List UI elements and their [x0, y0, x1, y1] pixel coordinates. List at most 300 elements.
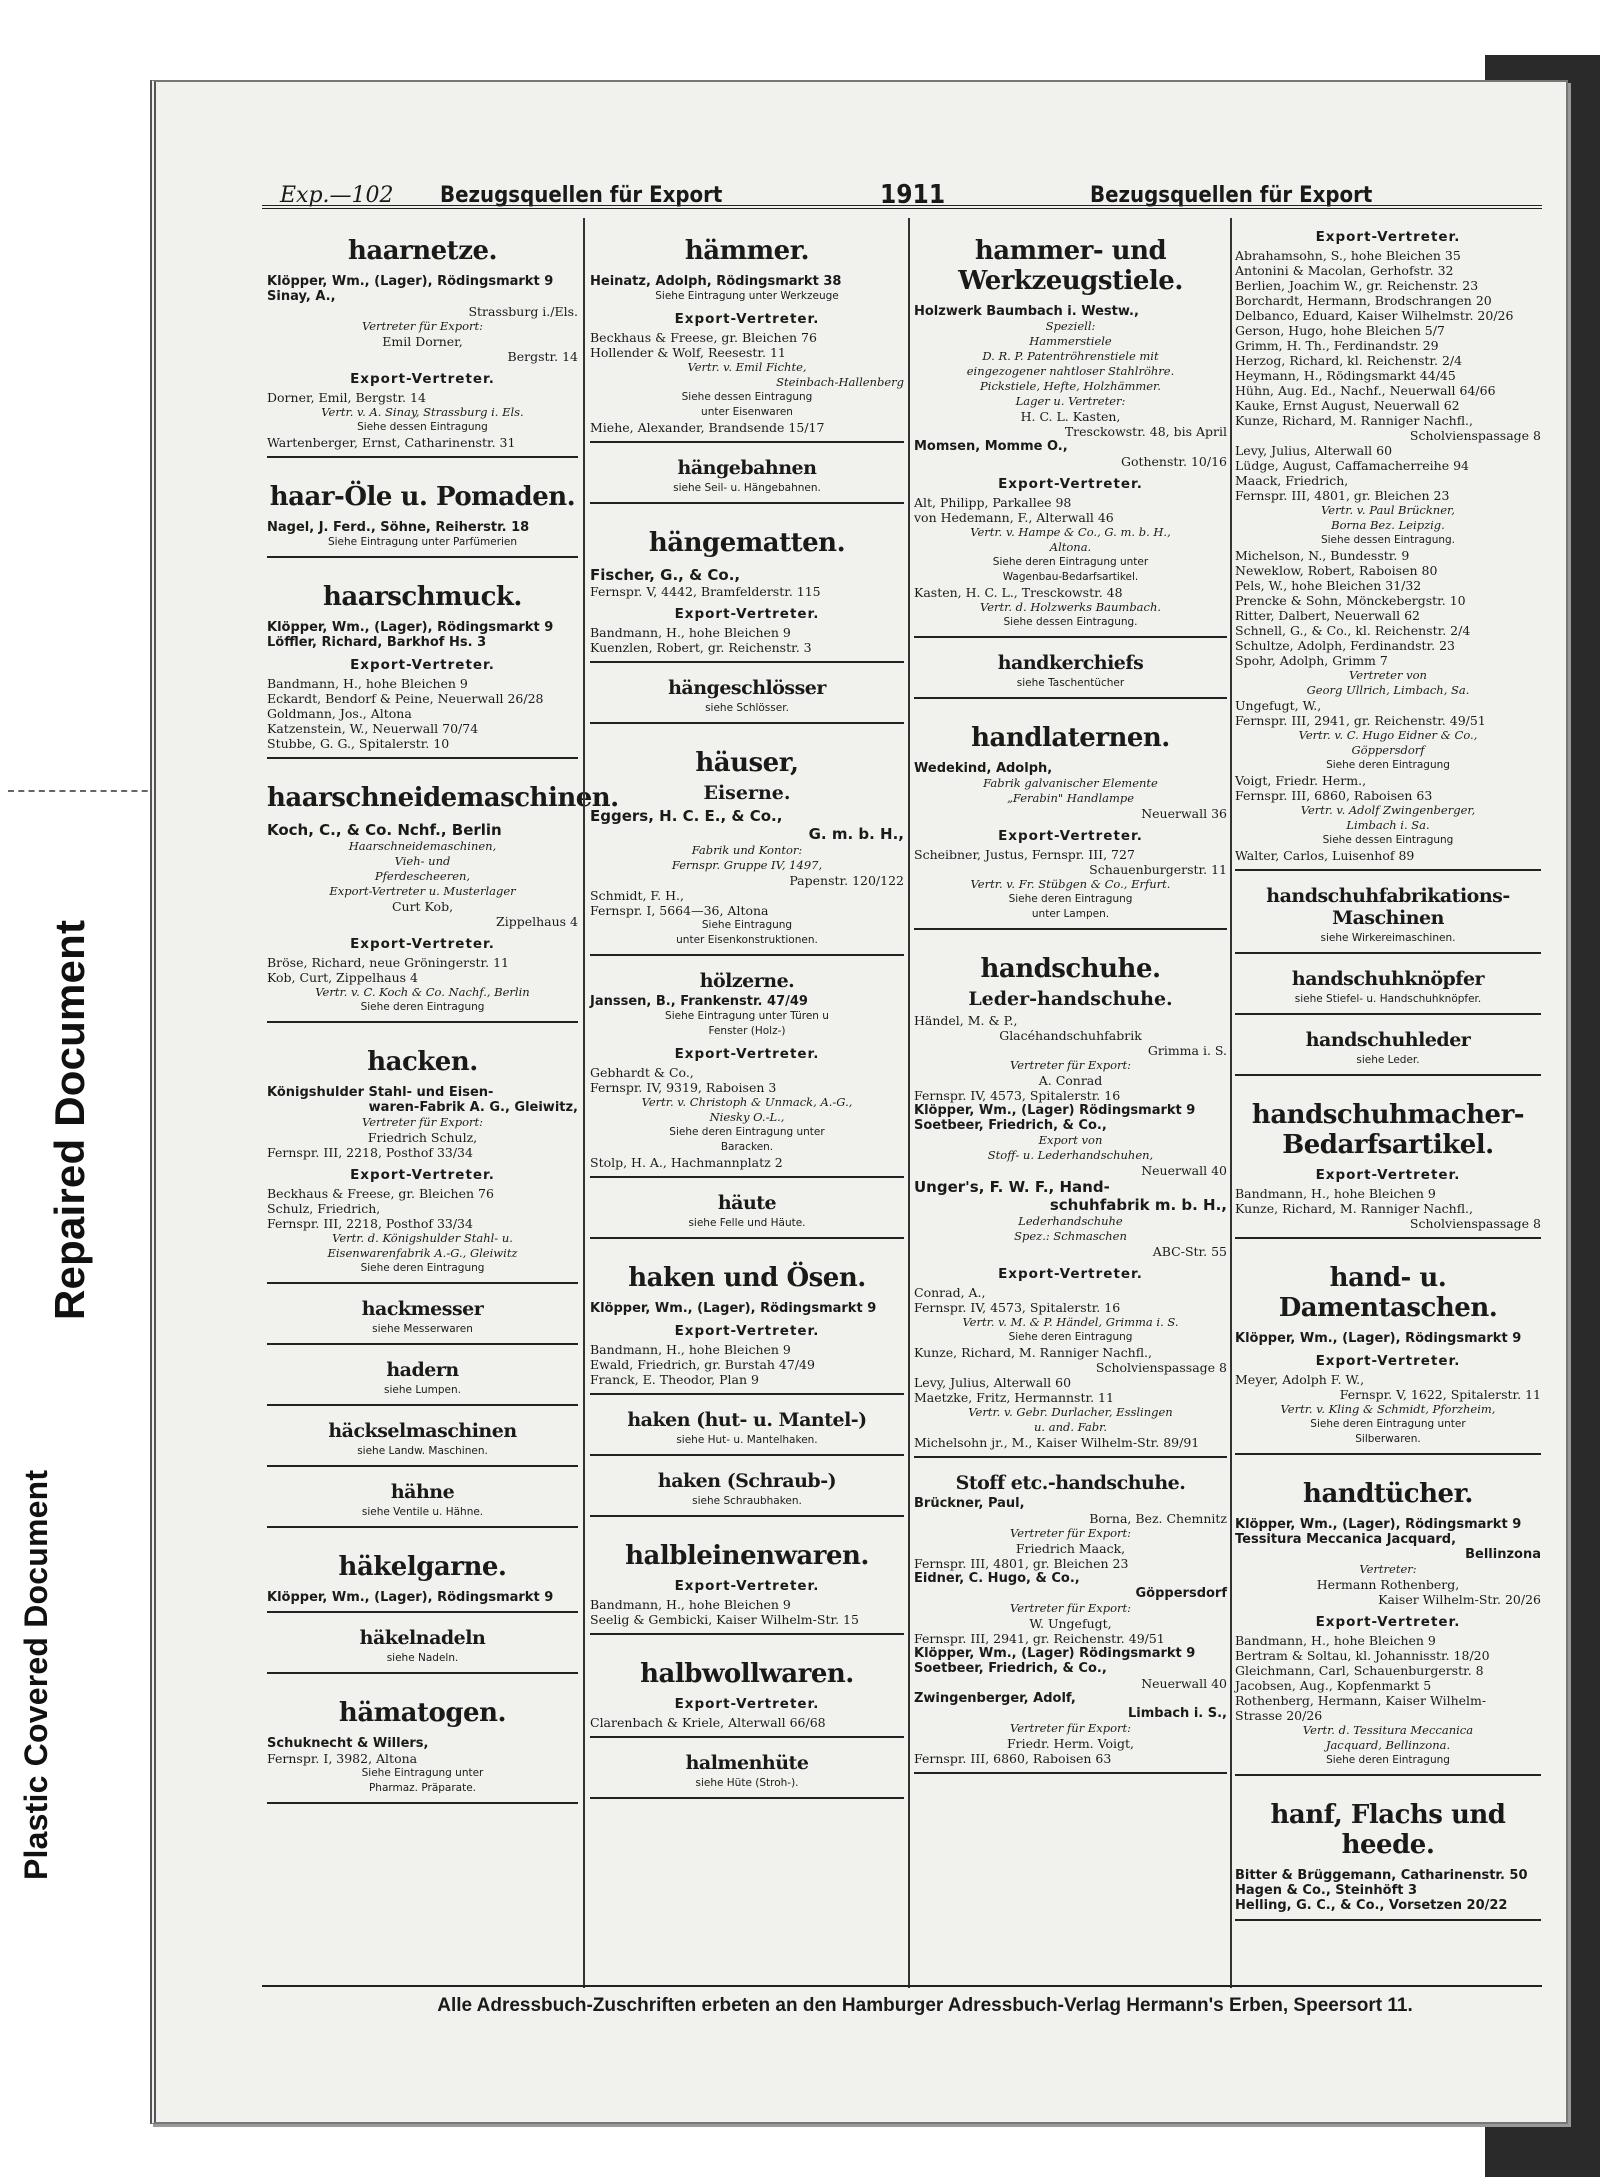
entry-line: Haarschneidemaschinen,: [348, 839, 497, 853]
entry-line: Siehe deren Eintragung: [360, 1001, 485, 1013]
entry-line: Kunze, Richard, M. Ranniger Nachfl.,: [1235, 413, 1474, 428]
column-2: [588, 218, 906, 1988]
directory-section: [265, 464, 580, 564]
entry-line: Siehe deren Eintragung unter: [992, 556, 1149, 568]
entry-line: ABC-Str. 55: [1152, 1244, 1227, 1259]
entry-line: eingezogener nahtloser Stahlröhre.: [966, 364, 1175, 378]
entry-line: W. Ungefugt,: [1029, 1616, 1112, 1631]
directory-section: [265, 1029, 580, 1290]
section-title: handschuhmacher-Bedarfsartikel.: [1251, 1100, 1525, 1160]
directory-section: [265, 1351, 580, 1412]
section-rule: [590, 1454, 904, 1456]
section-title: hängematten.: [648, 528, 846, 558]
section-title: hölzerne.: [699, 970, 795, 992]
entry-line: Spohr, Adolph, Grimm 7: [1235, 653, 1388, 668]
section-rule: [267, 1404, 578, 1406]
directory-section: [1233, 1782, 1543, 1927]
entry-line: Bandmann, H., hohe Bleichen 9: [590, 1342, 791, 1357]
section-rule: [590, 661, 904, 663]
entry-line: Fernspr. III, 4801, gr. Bleichen 23: [914, 1556, 1129, 1571]
directory-section: [588, 1184, 906, 1245]
entry-line: Grimma i. S.: [1147, 1043, 1227, 1058]
firm-entry: Unger's, F. W. F., Hand-: [914, 1178, 1110, 1196]
entry-line: Ritter, Dalbert, Neuerwall 62: [1235, 608, 1421, 623]
firm-entry: Sinay, A.,: [267, 289, 336, 304]
section-rule: [590, 1633, 904, 1635]
entry-line: Wagenbau-Bedarfsartikel.: [1002, 571, 1139, 583]
entry-line: Ewald, Friedrich, gr. Burstah 47/49: [590, 1357, 815, 1372]
entry-line: Beckhaus & Freese, gr. Bleichen 76: [590, 330, 817, 345]
entry-line: Scholvienspassage 8: [1409, 1216, 1541, 1231]
entry-line: Beckhaus & Freese, gr. Bleichen 76: [267, 1186, 494, 1201]
entry-line: Alt, Philipp, Parkallee 98: [914, 495, 1072, 510]
export-vertreter-heading: Export-Vertreter.: [674, 1046, 820, 1062]
entry-line: Hollender & Wolf, Reesestr. 11: [590, 345, 786, 360]
entry-line: Siehe deren Eintragung: [1008, 893, 1133, 905]
export-vertreter-heading: Export-Vertreter.: [350, 936, 495, 952]
entry-line: siehe Stiefel- u. Handschuhknöpfer.: [1294, 993, 1482, 1005]
firm-entry: Fischer, G., & Co.,: [590, 566, 741, 584]
firm-entry: Limbach i. S.,: [1127, 1706, 1227, 1721]
section-title: hämmer.: [684, 236, 810, 266]
entry-line: Hermann Rothenberg,: [1316, 1577, 1460, 1592]
section-title: häuser,: [695, 748, 799, 778]
entry-line: Vertreter für Export:: [1009, 1601, 1132, 1615]
column-4: [1233, 218, 1543, 1988]
firm-entry: Eidner, C. Hugo, & Co.,: [914, 1571, 1080, 1586]
section-title: handlaternen.: [971, 723, 1170, 753]
entry-line: Rothenberg, Hermann, Kaiser Wilhelm-: [1235, 1693, 1487, 1708]
section-rule: [590, 1797, 904, 1799]
entry-line: Fernspr. III, 2941, gr. Reichenstr. 49/51: [914, 1631, 1165, 1646]
entry-line: Fernspr. Gruppe IV, 1497,: [671, 858, 823, 872]
firm-entry: Brückner, Paul,: [914, 1496, 1025, 1511]
entry-line: Abrahamsohn, S., hohe Bleichen 35: [1235, 248, 1461, 263]
entry-line: Papenstr. 120/122: [789, 873, 904, 888]
entry-line: Fernspr. III, 4801, gr. Bleichen 23: [1235, 488, 1450, 503]
section-title: Stoff etc.-handschuhe.: [955, 1472, 1186, 1494]
entry-line: Bandmann, H., hohe Bleichen 9: [590, 1597, 791, 1612]
section-rule: [914, 928, 1227, 930]
firm-entry: Hagen & Co., Steinhöft 3: [1235, 1883, 1418, 1898]
entry-line: Friedrich Schulz,: [367, 1130, 478, 1145]
entry-line: Fernspr. V, 4442, Bramfelderstr. 115: [590, 584, 821, 599]
entry-line: Levy, Julius, Alterwall 60: [1235, 443, 1393, 458]
section-rule: [1235, 952, 1541, 954]
entry-line: Zippelhaus 4: [496, 914, 578, 929]
entry-line: Fernspr. III, 2941, gr. Reichenstr. 49/51: [1235, 713, 1486, 728]
page-number: Exp.—102: [280, 182, 394, 208]
section-rule: [1235, 1774, 1541, 1776]
entry-line: Vertr. v. Fr. Stübgen & Co., Erfurt.: [970, 877, 1171, 891]
entry-line: Vertr. v. C. Hugo Eidner & Co.,: [1298, 728, 1478, 742]
entry-line: Altona.: [1049, 540, 1092, 554]
entry-line: Glacéhandschuhfabrik: [999, 1028, 1142, 1043]
section-rule: [1235, 869, 1541, 871]
entry-line: Curt Kob,: [391, 899, 454, 914]
entry-line: Fernspr. V, 1622, Spitalerstr. 11: [1339, 1387, 1541, 1402]
entry-line: Friedrich Maack,: [1015, 1541, 1126, 1556]
export-vertreter-heading: Export-Vertreter.: [350, 371, 495, 387]
entry-line: Goldmann, Jos., Altona: [267, 706, 412, 721]
entry-line: Steinbach-Hallenberg: [776, 375, 904, 389]
entry-line: Bertram & Soltau, kl. Johannisstr. 18/20: [1235, 1648, 1490, 1663]
column-rule-3: [1230, 218, 1232, 1988]
entry-line: Spez.: Schmaschen: [1014, 1229, 1127, 1243]
section-rule: [590, 1393, 904, 1395]
section-rule: [267, 1672, 578, 1674]
directory-section: [912, 644, 1229, 705]
entry-line: Conrad, A.,: [914, 1285, 986, 1300]
section-title: handkerchiefs: [997, 652, 1144, 674]
entry-line: Fernspr. III, 6860, Raboisen 63: [914, 1751, 1112, 1766]
section-rule: [267, 1282, 578, 1284]
entry-line: Herzog, Richard, kl. Reichenstr. 2/4: [1235, 353, 1463, 368]
section-title: häkelgarne.: [338, 1552, 507, 1582]
directory-section: [1233, 1461, 1543, 1782]
directory-section: [1233, 1021, 1543, 1082]
entry-line: Siehe Eintragung: [701, 919, 793, 931]
entry-line: Kuenzlen, Robert, gr. Reichenstr. 3: [590, 640, 812, 655]
directory-section: [912, 705, 1229, 936]
entry-line: Göppersdorf: [1351, 743, 1425, 757]
entry-line: Bandmann, H., hohe Bleichen 9: [1235, 1633, 1436, 1648]
directory-section: [912, 218, 1229, 644]
firm-entry: Eggers, H. C. E., & Co.,: [590, 807, 783, 825]
entry-line: Kasten, H. C. L., Tresckowstr. 48: [914, 585, 1123, 600]
entry-line: Ungefugt, W.,: [1235, 698, 1322, 713]
firm-entry: Klöpper, Wm., (Lager) Rödingsmarkt 9: [914, 1103, 1196, 1118]
entry-line: Vertreter für Export:: [1009, 1058, 1132, 1072]
entry-line: Clarenbach & Kriele, Alterwall 66/68: [590, 1715, 826, 1730]
directory-section: [588, 669, 906, 730]
entry-line: Fabrik galvanischer Elemente: [983, 776, 1158, 790]
section-title: hand- u. Damentaschen.: [1278, 1263, 1498, 1323]
section-title: haar-Öle u. Pomaden.: [269, 482, 576, 512]
firm-entry: Bitter & Brüggemann, Catharinenstr. 50: [1235, 1868, 1528, 1883]
column-rule-1: [583, 218, 585, 1988]
section-rule: [1235, 1453, 1541, 1455]
entry-line: Fenster (Holz-): [708, 1025, 786, 1037]
directory-section: [588, 1744, 906, 1805]
section-rule: [267, 1343, 578, 1345]
section-title: haken (hut- u. Mantel-): [627, 1409, 867, 1431]
section-rule: [914, 1456, 1227, 1458]
entry-line: Siehe dessen Eintragung: [1322, 834, 1454, 846]
entry-line: Hammerstiele: [1029, 334, 1112, 348]
header-year: 1911: [880, 180, 946, 210]
firm-entry: Schuknecht & Willers,: [267, 1736, 429, 1751]
entry-line: Fernspr. III, 2218, Posthof 33/34: [267, 1145, 473, 1160]
entry-line: Vertreter für Export:: [361, 1115, 484, 1129]
firm-entry: Königshulder Stahl- und Eisen-: [267, 1085, 494, 1100]
entry-line: Gerson, Hugo, hohe Bleichen 5/7: [1235, 323, 1445, 338]
entry-line: Scheibner, Justus, Fernspr. III, 727: [914, 847, 1135, 862]
entry-line: Siehe Eintragung unter Parfümerien: [327, 536, 518, 548]
entry-line: Schauenburgerstr. 11: [1089, 862, 1227, 877]
directory-section: [265, 564, 580, 765]
export-vertreter-heading: Export-Vertreter.: [674, 1323, 820, 1339]
entry-line: Siehe dessen Eintragung.: [1320, 534, 1456, 546]
entry-line: siehe Hüte (Stroh-).: [695, 1777, 799, 1789]
section-rule: [590, 954, 904, 956]
entry-line: Seelig & Gembicki, Kaiser Wilhelm-Str. 15: [590, 1612, 859, 1627]
export-vertreter-heading: Export-Vertreter.: [1315, 229, 1461, 245]
section-subtitle: Leder-handschuhe.: [968, 988, 1173, 1010]
entry-line: Neweklow, Robert, Raboisen 80: [1235, 563, 1438, 578]
section-rule: [267, 1465, 578, 1467]
entry-line: Bandmann, H., hohe Bleichen 9: [1235, 1186, 1436, 1201]
section-title: häute: [717, 1192, 777, 1214]
entry-line: Tresckowstr. 48, bis April: [1064, 424, 1227, 439]
entry-line: Niesky O.-L.,: [709, 1110, 785, 1124]
entry-line: Vertr. d. Königshulder Stahl- u.: [332, 1231, 513, 1245]
firm-entry: Momsen, Momme O.,: [914, 439, 1068, 454]
directory-section: [265, 1534, 580, 1619]
side-divider: [8, 790, 158, 792]
export-vertreter-heading: Export-Vertreter.: [998, 476, 1143, 492]
entry-line: Kunze, Richard, M. Ranniger Nachfl.,: [914, 1345, 1153, 1360]
section-title: handtücher.: [1303, 1479, 1473, 1509]
firm-entry: Klöpper, Wm., (Lager) Rödingsmarkt 9: [914, 1646, 1196, 1661]
entry-line: Katzenstein, W., Neuerwall 70/74: [267, 721, 479, 736]
entry-line: Vertreter für Export:: [1009, 1526, 1132, 1540]
entry-line: Fabrik und Kontor:: [691, 843, 803, 857]
directory-section: [265, 1290, 580, 1351]
firm-entry: G. m. b. H.,: [808, 825, 904, 843]
section-title: hackmesser: [361, 1298, 484, 1320]
directory-section: [588, 1401, 906, 1462]
entry-line: Fernspr. IV, 4573, Spitalerstr. 16: [914, 1088, 1121, 1103]
entry-line: siehe Messerwaren: [372, 1323, 473, 1335]
entry-line: Berlien, Joachim W., gr. Reichenstr. 23: [1235, 278, 1479, 293]
entry-line: siehe Landw. Maschinen.: [357, 1445, 488, 1457]
entry-line: Scholvienspassage 8: [1095, 1360, 1227, 1375]
section-title: häkelnadeln: [359, 1627, 486, 1649]
firm-entry: Klöpper, Wm., (Lager), Rödingsmarkt 9: [267, 274, 554, 289]
section-title: handschuhleder: [1305, 1029, 1471, 1051]
entry-line: u. and. Fabr.: [1034, 1420, 1107, 1434]
entry-line: Emil Dorner,: [382, 334, 463, 349]
entry-line: Siehe dessen Eintragung.: [1003, 616, 1138, 628]
entry-line: Franck, E. Theodor, Plan 9: [590, 1372, 759, 1387]
firm-entry: Soetbeer, Friedrich, & Co.,: [914, 1118, 1107, 1133]
entry-line: Stolp, H. A., Hachmannplatz 2: [590, 1155, 783, 1170]
entry-line: Vertr. v. Christoph & Unmack, A.-G.,: [641, 1095, 853, 1109]
entry-line: Lager u. Vertreter:: [1015, 394, 1126, 408]
firm-entry: Soetbeer, Friedrich, & Co.,: [914, 1661, 1107, 1676]
entry-line: siehe Nadeln.: [386, 1652, 459, 1664]
side-label-repaired: Repaired Document: [46, 919, 93, 1320]
entry-line: Export-Vertreter u. Musterlager: [329, 884, 516, 898]
entry-line: Stoff- u. Lederhandschuhen,: [987, 1148, 1154, 1162]
entry-line: unter Eisenwaren: [701, 406, 793, 418]
entry-line: Eckardt, Bendorf & Peine, Neuerwall 26/28: [267, 691, 544, 706]
side-label-plastic: Plastic Covered Document: [18, 1469, 54, 1880]
entry-line: Friedr. Herm. Voigt,: [1006, 1736, 1135, 1751]
section-rule: [590, 441, 904, 443]
entry-line: Eisenwarenfabrik A.-G., Gleiwitz: [327, 1246, 518, 1260]
entry-line: siehe Lumpen.: [384, 1384, 461, 1396]
header-title-left: Bezugsquellen für Export: [440, 182, 723, 208]
entry-line: siehe Ventile u. Hähne.: [361, 1506, 484, 1518]
section-title: haarnetze.: [347, 236, 498, 266]
firm-entry: Janssen, B., Frankenstr. 47/49: [590, 994, 808, 1009]
entry-line: Meyer, Adolph F. W.,: [1235, 1372, 1365, 1387]
firm-entry: Göppersdorf: [1135, 1586, 1227, 1601]
entry-line: von Hedemann, F., Alterwall 46: [914, 510, 1114, 525]
entry-line: Strassburg i./Els.: [468, 304, 578, 319]
entry-line: Siehe deren Eintragung: [1326, 759, 1450, 771]
entry-line: Scholvienspassage 8: [1409, 428, 1541, 443]
entry-line: Gothenstr. 10/16: [1120, 454, 1227, 469]
entry-line: siehe Felle und Häute.: [688, 1217, 806, 1229]
entry-line: Speziell:: [1045, 319, 1096, 333]
firm-entry: Löffler, Richard, Barkhof Hs. 3: [267, 635, 487, 650]
entry-line: Fernspr. III, 2218, Posthof 33/34: [267, 1216, 473, 1231]
section-rule: [1235, 1074, 1541, 1076]
firm-entry: Klöpper, Wm., (Lager), Rödingsmarkt 9: [1235, 1517, 1522, 1532]
directory-section: [912, 936, 1229, 1464]
section-title: hadern: [386, 1359, 459, 1381]
entry-line: Gebhardt & Co.,: [590, 1065, 694, 1080]
section-title: halbleinenwaren.: [625, 1541, 869, 1571]
entry-line: Silberwaren.: [1355, 1433, 1421, 1445]
directory-section: [588, 1641, 906, 1744]
entry-line: siehe Schlösser.: [705, 702, 789, 714]
entry-line: Schmidt, F. H.,: [590, 888, 684, 903]
entry-line: Lederhandschuhe: [1018, 1214, 1123, 1228]
entry-line: Kaiser Wilhelm-Str. 20/26: [1378, 1592, 1541, 1607]
entry-line: Siehe deren Eintragung: [360, 1262, 485, 1274]
entry-line: Vertr. d. Tessitura Meccanica: [1302, 1723, 1474, 1737]
firm-entry: Tessitura Meccanica Jacquard,: [1235, 1532, 1457, 1547]
entry-line: Vertr. v. Emil Fichte,: [687, 360, 807, 374]
entry-line: Schnell, G., & Co., kl. Reichenstr. 2/4: [1235, 623, 1471, 638]
section-title: hanf, Flachs und heede.: [1270, 1800, 1506, 1860]
entry-line: Vertreter für Export:: [1009, 1721, 1132, 1735]
entry-line: Walter, Carlos, Luisenhof 89: [1235, 848, 1415, 863]
entry-line: Dorner, Emil, Bergstr. 14: [267, 390, 426, 405]
directory-section: [1233, 1245, 1543, 1461]
firm-entry: schuhfabrik m. b. H.,: [1049, 1196, 1227, 1214]
section-rule: [590, 1237, 904, 1239]
directory-section: [1233, 1082, 1543, 1245]
directory-section: [265, 1680, 580, 1810]
entry-line: Vertr. v. C. Koch & Co. Nachf., Berlin: [315, 985, 530, 999]
entry-line: Vertr. v. A. Sinay, Strassburg i. Els.: [321, 405, 524, 419]
firm-entry: Heinatz, Adolph, Rödingsmarkt 38: [590, 274, 842, 289]
entry-line: Fernspr. I, 5664—36, Altona: [590, 903, 769, 918]
export-vertreter-heading: Export-Vertreter.: [1315, 1353, 1461, 1369]
entry-line: Fernspr. I, 3982, Altona: [267, 1751, 418, 1766]
entry-line: Vertr. v. M. & P. Händel, Grimma i. S.: [962, 1315, 1179, 1329]
entry-line: Baracken.: [720, 1141, 774, 1153]
directory-section: [265, 1412, 580, 1473]
directory-section: [588, 449, 906, 510]
export-vertreter-heading: Export-Vertreter.: [998, 828, 1143, 844]
entry-line: H. C. L. Kasten,: [1020, 409, 1121, 424]
firm-entry: Nagel, J. Ferd., Söhne, Reiherstr. 18: [267, 520, 530, 535]
entry-line: Neuerwall 40: [1141, 1163, 1227, 1178]
section-title: hängebahnen: [677, 457, 817, 479]
entry-line: Wartenberger, Ernst, Catharinenstr. 31: [267, 435, 516, 450]
entry-line: Export von: [1038, 1133, 1103, 1147]
entry-line: Schultze, Adolph, Ferdinandstr. 23: [1235, 638, 1455, 653]
entry-line: siehe Schraubhaken.: [692, 1495, 802, 1507]
section-title: haarschmuck.: [323, 582, 522, 612]
section-rule: [914, 697, 1227, 699]
entry-line: Pferdescheeren,: [374, 869, 471, 883]
entry-line: siehe Seil- u. Hängebahnen.: [673, 482, 821, 494]
entry-line: Fernspr. III, 6860, Raboisen 63: [1235, 788, 1433, 803]
directory-section: [265, 218, 580, 464]
export-vertreter-heading: Export-Vertreter.: [1315, 1167, 1461, 1183]
firm-entry: Holzwerk Baumbach i. Westw.,: [914, 304, 1139, 319]
entry-line: Jacquard, Bellinzona.: [1325, 1738, 1451, 1752]
entry-line: Delbanco, Eduard, Kaiser Wilhelmstr. 20/26: [1235, 308, 1514, 323]
section-title: hacken.: [367, 1047, 478, 1077]
entry-line: Kob, Curt, Zippelhaus 4: [267, 970, 419, 985]
firm-entry: Klöpper, Wm., (Lager), Rödingsmarkt 9: [1235, 1331, 1522, 1346]
entry-line: Neuerwall 40: [1141, 1676, 1227, 1691]
entry-line: Bandmann, H., hohe Bleichen 9: [590, 625, 791, 640]
entry-line: Vertreter:: [1359, 1562, 1417, 1576]
entry-line: Lüdge, August, Caffamacherreihe 94: [1235, 458, 1469, 473]
section-rule: [590, 1736, 904, 1738]
directory-section: [588, 1245, 906, 1401]
directory-section: [588, 1523, 906, 1641]
directory-section: [588, 1462, 906, 1523]
entry-line: Georg Ullrich, Limbach, Sa.: [1306, 683, 1470, 697]
entry-line: Antonini & Macolan, Gerhofstr. 32: [1235, 263, 1454, 278]
entry-line: Siehe deren Eintragung unter: [1310, 1418, 1466, 1430]
entry-line: Maack, Friedrich,: [1235, 473, 1349, 488]
firm-entry: Koch, C., & Co. Nchf., Berlin: [267, 821, 502, 839]
export-vertreter-heading: Export-Vertreter.: [998, 1266, 1143, 1282]
section-rule: [590, 1515, 904, 1517]
section-rule: [267, 456, 578, 458]
entry-line: Fernspr. IV, 4573, Spitalerstr. 16: [914, 1300, 1121, 1315]
column-rule-2: [908, 218, 910, 1988]
section-title: halmenhüte: [685, 1752, 809, 1774]
entry-line: Siehe deren Eintragung unter: [669, 1126, 825, 1138]
firm-entry: waren-Fabrik A. G., Gleiwitz,: [368, 1100, 578, 1115]
header-rule: [262, 205, 1542, 209]
export-vertreter-heading: Export-Vertreter.: [350, 1167, 495, 1183]
entry-line: Hühn, Aug. Ed., Nachf., Neuerwall 64/66: [1235, 383, 1496, 398]
entry-line: Siehe Eintragung unter Türen u: [665, 1010, 829, 1022]
export-vertreter-heading: Export-Vertreter.: [1315, 1614, 1461, 1630]
section-title: handschuhknöpfer: [1291, 968, 1485, 990]
export-vertreter-heading: Export-Vertreter.: [674, 606, 820, 622]
entry-line: Schulz, Friedrich,: [267, 1201, 381, 1216]
entry-line: Borchardt, Hermann, Brodschrangen 20: [1235, 293, 1492, 308]
entry-line: Siehe dessen Eintragung: [357, 421, 488, 433]
directory-section: [588, 510, 906, 669]
entry-line: siehe Wirkereimaschinen.: [1320, 932, 1456, 944]
entry-line: Siehe dessen Eintragung: [681, 391, 813, 403]
entry-line: Fernspr. IV, 9319, Raboisen 3: [590, 1080, 777, 1095]
firm-entry: Wedekind, Adolph,: [914, 761, 1053, 776]
entry-line: Prencke & Sohn, Mönckebergstr. 10: [1235, 593, 1466, 608]
entry-line: Vertr. v. Kling & Schmidt, Pforzheim,: [1280, 1402, 1496, 1416]
directory-section: [1233, 960, 1543, 1021]
entry-line: Siehe Eintragung unter Werkzeuge: [655, 290, 839, 302]
section-title: haarschneidemaschinen.: [267, 783, 619, 813]
entry-line: Siehe deren Eintragung: [1326, 1754, 1450, 1766]
entry-line: Borna Bez. Leipzig.: [1331, 518, 1445, 532]
